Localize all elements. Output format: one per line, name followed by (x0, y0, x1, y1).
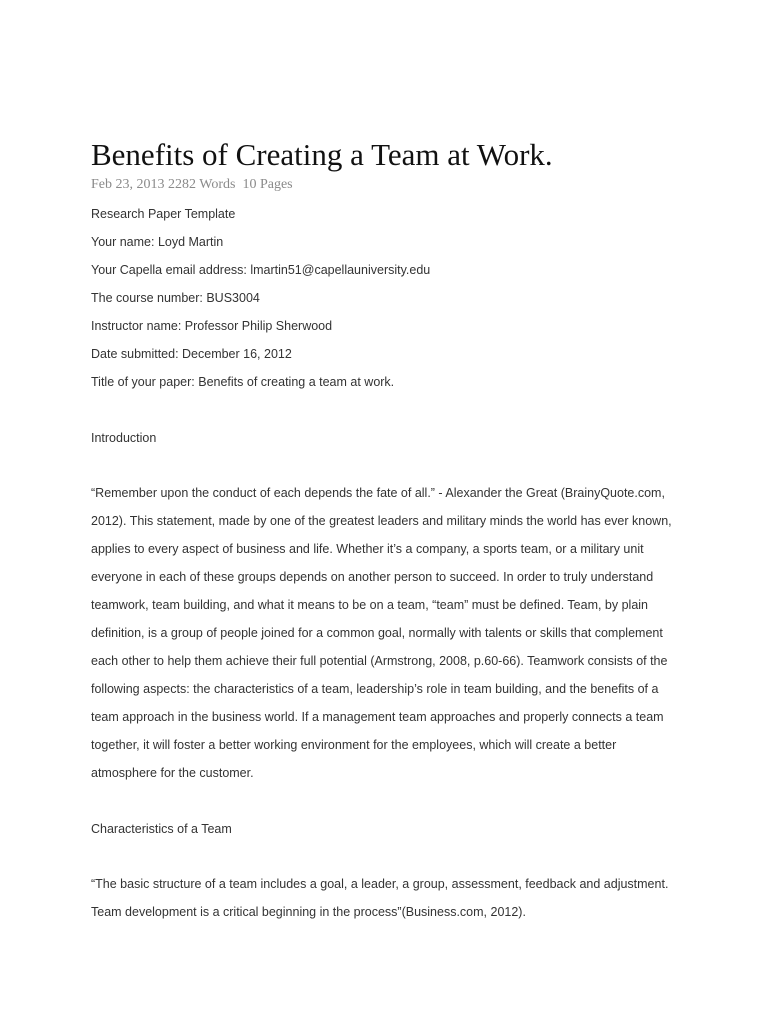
document-title: Benefits of Creating a Team at Work. (91, 137, 553, 172)
section-heading-characteristics: Characteristics of a Team (91, 822, 232, 836)
header-line-instructor: Instructor name: Professor Philip Sherwood (91, 319, 333, 333)
header-line-course: The course number: BUS3004 (91, 291, 260, 305)
document-meta: Feb 23, 2013 2282 Words 10 Pages (91, 177, 293, 192)
section-paragraph-characteristics: “The basic structure of a team includes a goal, a leader, a group, assessment, feedback and adjustment. Team development is a critical beginning in the process”(Business.com, 2012). (91, 877, 669, 919)
header-line-email: Your Capella email address: lmartin51@capellauniversity.edu (91, 263, 431, 277)
header-line-name: Your name: Loyd Martin (91, 235, 224, 249)
section-heading-introduction: Introduction (91, 431, 157, 445)
header-line-date: Date submitted: December 16, 2012 (91, 347, 292, 361)
section-paragraph-introduction: “Remember upon the conduct of each depends the fate of all.” - Alexander the Great (BrainyQuote.com, 2012). This statement, made by one of the greatest leaders and military minds the world has ever known, applies to every aspect of business and life. Whether it’s a company, a sports team, or a military unit everyone in each of these groups depends on another person to succeed. In order to truly understand teamwork, team building, and what it means to be on a team, “team” must be defined. Team, by plain definition, is a group of people joined for a common goal, normally with talents or skills that complement each other to help them achieve their full potential (Armstrong, 2008, p.60-66). Teamwork consists of the following aspects: the characteristics of a team, leadership’s role in team building, and the benefits of a team approach in the business world. If a management team approaches and properly connects a team together, it will foster a better working environment for the employees, which will create a better atmosphere for the customer. (91, 486, 672, 780)
header-line-paper-title: Title of your paper: Benefits of creating a team at work. (91, 375, 395, 389)
header-line-template: Research Paper Template (91, 207, 236, 221)
